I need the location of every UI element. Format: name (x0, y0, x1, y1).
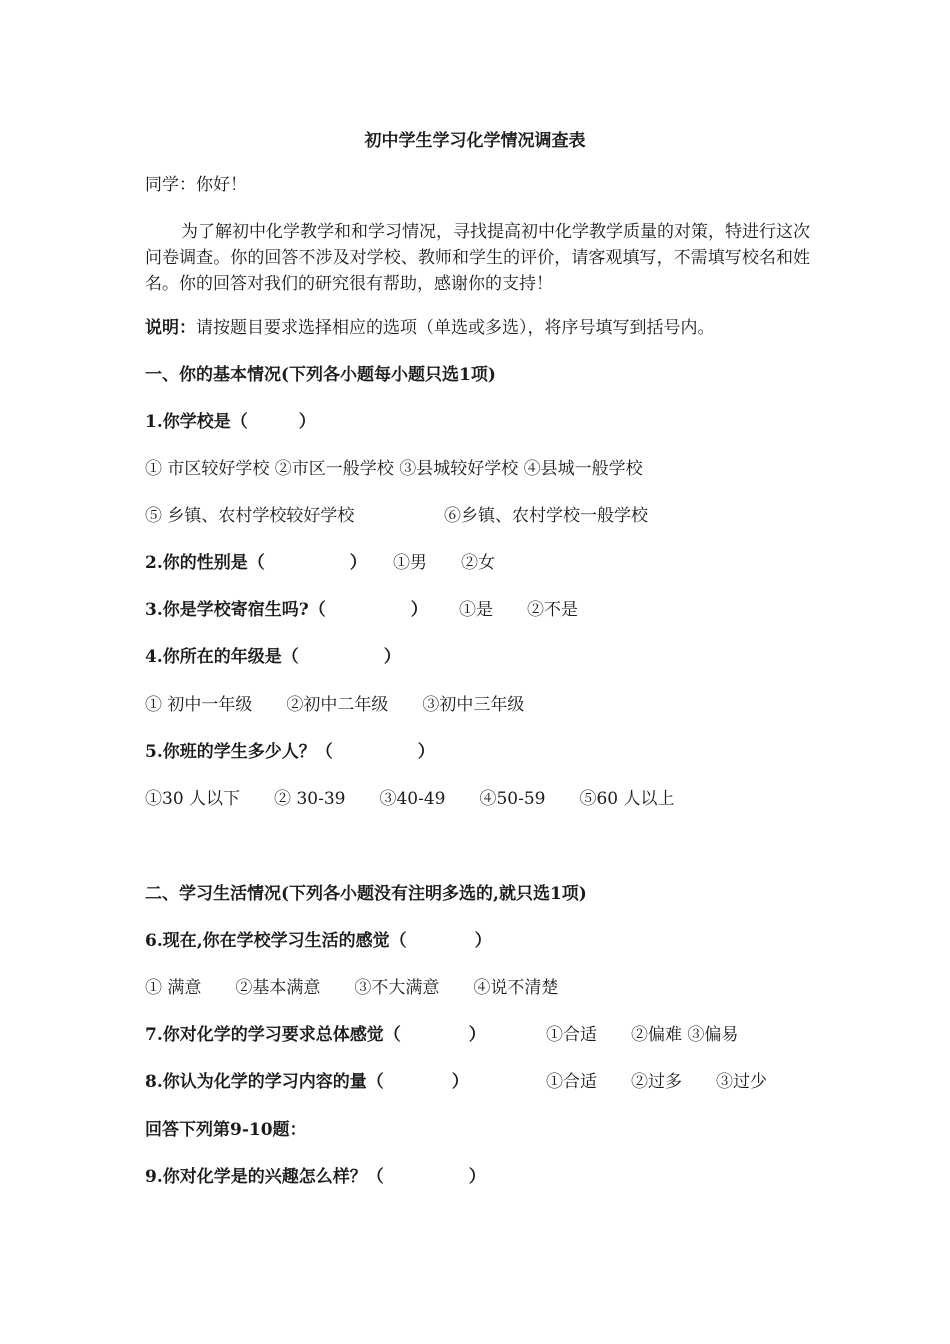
question-8-options: ①合适 ②过多 ③过少 (546, 1072, 767, 1092)
intro-paragraph: 为了解初中化学教学和和学习情况，寻找提高初中化学教学质量的对策，特进行这次问卷调查。你的回答不涉及对学校、教师和学生的评价，请客观填写，不需填写校名和姓名。你的回答对我们的研究很有帮助，感谢你的支持！ (145, 222, 810, 294)
question-7-options: ①合适 ②偏难 ③偏易 (546, 1025, 739, 1045)
question-6-options: ① 满意 ②基本满意 ③不大满意 ④说不清楚 (145, 978, 559, 998)
question-4-stem: 4.你所在的年级是（ ） (145, 647, 401, 667)
question-1-option-6: ⑥乡镇、农村学校一般学校 (444, 506, 648, 526)
question-2-options: ①男 ②女 (393, 553, 495, 573)
section-1-heading: 一、你的基本情况(下列各小题每小题只选1项) (145, 365, 496, 385)
question-1-options-row1: ① 市区较好学校 ②市区一般学校 ③县城较好学校 ④县城一般学校 (145, 459, 643, 479)
question-5-stem: 5.你班的学生多少人？（ ） (145, 742, 435, 762)
question-9-stem: 9.你对化学是的兴趣怎么样？（ ） (145, 1167, 486, 1187)
question-1-option-5: ⑤ 乡镇、农村学校较好学校 (145, 506, 355, 526)
question-8-stem: 8.你认为化学的学习内容的量（ ） (145, 1072, 469, 1092)
question-7-stem: 7.你对化学的学习要求总体感觉（ ） (145, 1025, 486, 1045)
answer-prompt: 回答下列第9-10题： (145, 1120, 307, 1140)
question-5-options: ①30 人以下 ② 30-39 ③40-49 ④50-59 ⑤60 人以上 (145, 789, 675, 809)
question-3-stem: 3.你是学校寄宿生吗?（ ） (145, 600, 428, 620)
instruction-label: 说明： (145, 318, 196, 338)
instruction-text: 请按题目要求选择相应的选项（单选或多选），将序号填写到括号内。 (196, 318, 715, 338)
question-6-stem: 6.现在,你在学校学习生活的感觉（ ） (145, 931, 492, 951)
document-title: 初中学生学习化学情况调查表 (364, 131, 586, 151)
section-2-heading: 二、学习生活情况(下列各小题没有注明多选的,就只选1项) (145, 884, 587, 904)
question-1-stem: 1.你学校是（ ） (145, 412, 316, 432)
greeting: 同学：你好！ (145, 175, 247, 195)
question-3-options: ①是 ②不是 (459, 600, 578, 620)
instruction-note (145, 317, 715, 339)
question-4-options: ① 初中一年级 ②初中二年级 ③初中三年级 (145, 695, 525, 715)
question-2-stem: 2.你的性别是（ ） (145, 553, 367, 573)
